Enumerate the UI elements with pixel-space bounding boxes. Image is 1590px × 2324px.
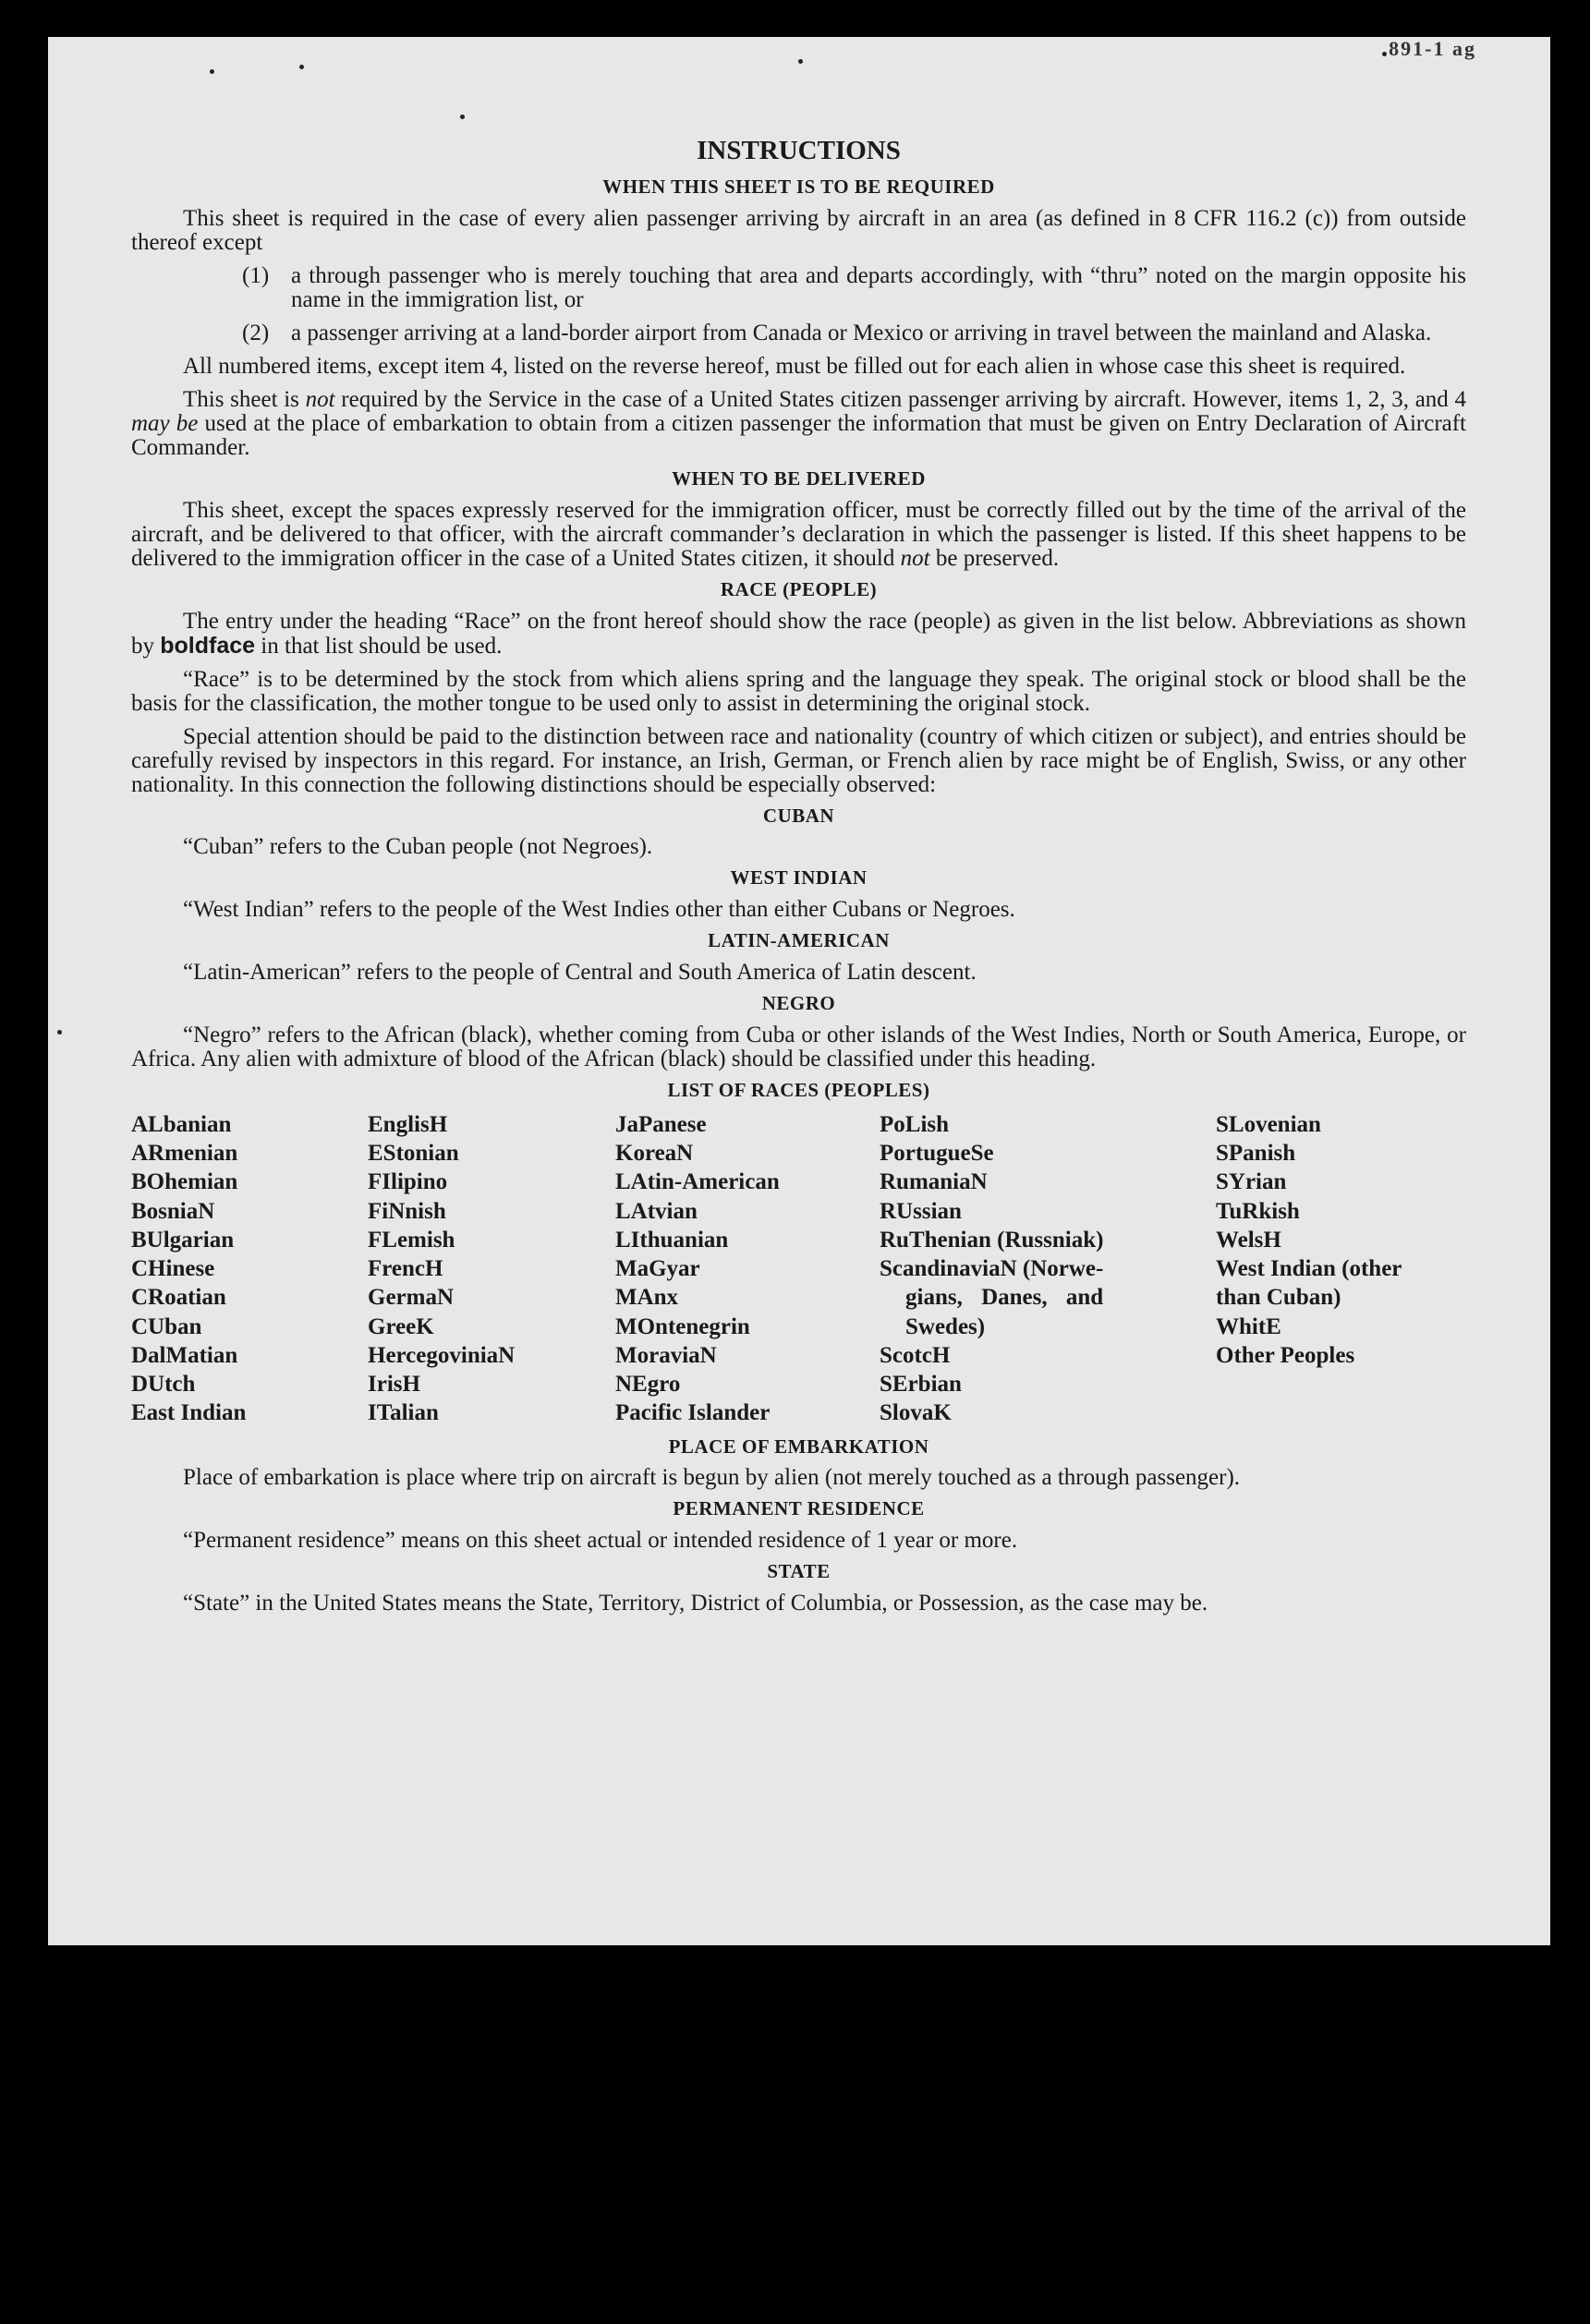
- race-entry: BOhemian: [131, 1169, 238, 1195]
- cuban-definition: “Cuban” refers to the Cuban people (not Negroes).: [183, 834, 653, 860]
- heading-state: STATE: [767, 1560, 831, 1583]
- heading-permanent-residence: PERMANENT RESIDENCE: [673, 1497, 925, 1520]
- race-paragraph-3: Special attention should be paid to the distinction between race and nationality (country of which citizen or subject), and entries should be carefully revised by inspectors in this regard. For instance, an Irish, German, or French alien by race might be of English, Swiss, or any other nationality. In this connection the following distinctions should be especially observed:: [131, 723, 1466, 797]
- race-entry-continued: gians, Danes, and: [905, 1285, 1104, 1311]
- race-entry: MoraviaN: [615, 1342, 717, 1368]
- speck: [798, 59, 803, 64]
- race-entry: NEgro: [615, 1372, 681, 1398]
- embarkation-definition: Place of embarkation is place where trip on aircraft is begun by alien (not merely touched as a through passenger).: [183, 1465, 1241, 1491]
- exception-number: (2): [242, 320, 270, 345]
- race-entry: ScotcH: [880, 1342, 951, 1368]
- heading-cuban: CUBAN: [762, 804, 835, 827]
- race-entry: SYrian: [1216, 1169, 1287, 1195]
- race-entry: SErbian: [880, 1372, 962, 1398]
- race-entry: RuThenian (Russniak): [880, 1227, 1104, 1253]
- race-entry: TuRkish: [1216, 1198, 1300, 1224]
- race-entry: FLemish: [368, 1227, 455, 1253]
- race-entry-continued: than Cuban): [1216, 1285, 1341, 1311]
- race-entry: West Indian (other: [1216, 1256, 1402, 1282]
- race-entry: East Indian: [131, 1400, 247, 1426]
- boldface-word: boldface: [160, 632, 256, 659]
- speck: [1382, 52, 1387, 56]
- race-entry: HercegoviniaN: [368, 1342, 516, 1368]
- heading-when-required: WHEN THIS SHEET IS TO BE REQUIRED: [602, 176, 995, 199]
- numbered-items-paragraph: All numbered items, except item 4, listed on the reverse hereof, must be filled out for each alien in whose case this sheet is required.: [183, 353, 1406, 379]
- exception-text: a passenger arriving at a land-border airport from Canada or Mexico or arriving in travel between the mainland and Alaska.: [291, 320, 1432, 345]
- residence-definition: “Permanent residence” means on this sheet actual or intended residence of 1 year or more.: [183, 1528, 1018, 1554]
- speck: [210, 69, 214, 74]
- race-entry: EStonian: [368, 1141, 459, 1167]
- emphasis-not: not: [305, 386, 335, 412]
- race-entry: Other Peoples: [1216, 1342, 1355, 1368]
- heading-place-of-embarkation: PLACE OF EMBARKATION: [668, 1434, 929, 1458]
- race-entry: GermaN: [368, 1285, 455, 1311]
- race-entry: SPanish: [1216, 1141, 1296, 1167]
- race-entry: GreeK: [368, 1313, 434, 1339]
- race-entry: EnglisH: [368, 1111, 448, 1137]
- heading-when-delivered: WHEN TO BE DELIVERED: [672, 466, 926, 490]
- emphasis-not: not: [900, 545, 930, 571]
- race-entry: MOntenegrin: [615, 1313, 750, 1339]
- emphasis-may-be: may be: [131, 410, 199, 436]
- when-delivered-paragraph: [131, 499, 1466, 571]
- race-entry: RUssian: [880, 1198, 962, 1224]
- exception-text: a through passenger who is merely touching that area and departs accordingly, with “thru” noted on the margin opposite his name in the immigration list, or: [291, 262, 1466, 312]
- race-entry: FIlipino: [368, 1169, 448, 1195]
- race-entry: JaPanese: [615, 1111, 707, 1137]
- races-list: [131, 1110, 1466, 1428]
- race-paragraph-2: “Race” is to be determined by the stock from which aliens spring and the language they speak. The original stock or blood shall be the basis for the classification, the mother tongue to be used only to assist in determining the original stock.: [131, 666, 1466, 716]
- race-entry: SlovaK: [880, 1400, 952, 1426]
- west-indian-definition: “West Indian” refers to the people of the West Indies other than either Cubans or Negroes.: [183, 897, 1015, 923]
- race-entry: DUtch: [131, 1372, 196, 1398]
- race-entry: LIthuanian: [615, 1227, 729, 1253]
- text-run: This sheet, except the spaces expressly reserved for the immigration officer, must be correctly filled out by the time of the arrival of the aircraft, and be delivered to that officer, with the aircraft commander’s declaration in which the passenger is listed. If this sheet happens to be delivered to the immigration officer in the case of a United States citizen, it should: [131, 497, 1466, 571]
- race-entry: PoLish: [880, 1111, 950, 1137]
- race-paragraph-1: [131, 610, 1466, 659]
- race-entry: CUban: [131, 1313, 202, 1339]
- document-sheet: [48, 37, 1550, 1945]
- race-entry: WelsH: [1216, 1227, 1281, 1253]
- exception-item-2: [242, 321, 1466, 345]
- race-entry: BosniaN: [131, 1198, 215, 1224]
- state-definition: “State” in the United States means the State, Territory, District of Columbia, or Possession, as the case may be.: [183, 1591, 1208, 1616]
- text-run: used at the place of embarkation to obtain from a citizen passenger the information that must be given on Entry Declaration of Aircraft Commander.: [131, 410, 1467, 460]
- heading-west-indian: WEST INDIAN: [730, 866, 868, 890]
- race-entry-continued: Swedes): [905, 1313, 986, 1339]
- race-entry: MaGyar: [615, 1256, 700, 1282]
- speck: [460, 115, 465, 119]
- text-run: The entry under the heading “Race” on the front hereof should show the race (people) as given in the list below. Abbreviations as shown by: [131, 608, 1466, 659]
- race-entry: SLovenian: [1216, 1111, 1321, 1137]
- race-entry: DalMatian: [131, 1342, 238, 1368]
- race-entry: MAnx: [615, 1285, 679, 1311]
- page-title: INSTRUCTIONS: [697, 136, 901, 165]
- races-column-1: [131, 1110, 368, 1428]
- race-entry: LAtvian: [615, 1198, 698, 1224]
- citizen-paragraph: [131, 388, 1466, 460]
- race-entry: FiNnish: [368, 1198, 446, 1224]
- text-run: This sheet is: [183, 386, 306, 412]
- races-column-3: [615, 1110, 880, 1428]
- negro-definition: “Negro” refers to the African (black), whether coming from Cuba or other islands of the West Indies, North or South America, Europe, or Africa. Any alien with admixture of blood of the African (black) should be classified under this heading.: [131, 1022, 1466, 1071]
- race-entry: ITalian: [368, 1400, 439, 1426]
- race-entry: WhitE: [1216, 1313, 1281, 1339]
- race-entry: ALbanian: [131, 1111, 232, 1137]
- latin-american-definition: “Latin-American” refers to the people of Central and South America of Latin descent.: [183, 960, 977, 986]
- when-required-intro: This sheet is required in the case of every alien passenger arriving by aircraft in an area (as defined in 8 CFR 116.2 (c)) from outside thereof except: [131, 205, 1466, 255]
- races-column-2: [368, 1110, 615, 1428]
- race-entry: RumaniaN: [880, 1169, 988, 1195]
- instructions-body: [131, 136, 1467, 1625]
- races-column-5: [1216, 1110, 1466, 1428]
- speck: [299, 65, 304, 69]
- heading-latin-american: LATIN-AMERICAN: [708, 929, 890, 952]
- heading-race: RACE (PEOPLE): [720, 577, 878, 600]
- text-run: be preserved.: [929, 545, 1060, 571]
- race-entry: ARmenian: [131, 1141, 238, 1167]
- race-entry: FrencH: [368, 1256, 443, 1282]
- text-run: required by the Service in the case of a United States citizen passenger arriving by aircraft. However, items 1, 2, 3, and 4: [334, 386, 1466, 412]
- race-entry: CHinese: [131, 1256, 215, 1282]
- heading-list-of-races: LIST OF RACES (PEOPLES): [667, 1078, 930, 1101]
- form-number-mark: 891-1 ag: [1389, 37, 1476, 60]
- heading-negro: NEGRO: [761, 992, 836, 1015]
- race-entry: KoreaN: [615, 1141, 694, 1167]
- race-entry: ScandinaviaN (Norwe-: [880, 1256, 1104, 1282]
- race-entry: IrisH: [368, 1372, 420, 1398]
- races-column-4: [880, 1110, 1216, 1428]
- race-entry: BUlgarian: [131, 1227, 235, 1253]
- speck: [57, 1030, 62, 1035]
- exception-number: (1): [242, 262, 270, 288]
- race-entry: PortugueSe: [880, 1141, 994, 1167]
- exception-item-1: [242, 264, 1466, 312]
- race-entry: Pacific Islander: [615, 1400, 771, 1426]
- race-entry: LAtin-American: [615, 1169, 780, 1195]
- text-run: in that list should be used.: [255, 633, 503, 659]
- race-entry: CRoatian: [131, 1285, 226, 1311]
